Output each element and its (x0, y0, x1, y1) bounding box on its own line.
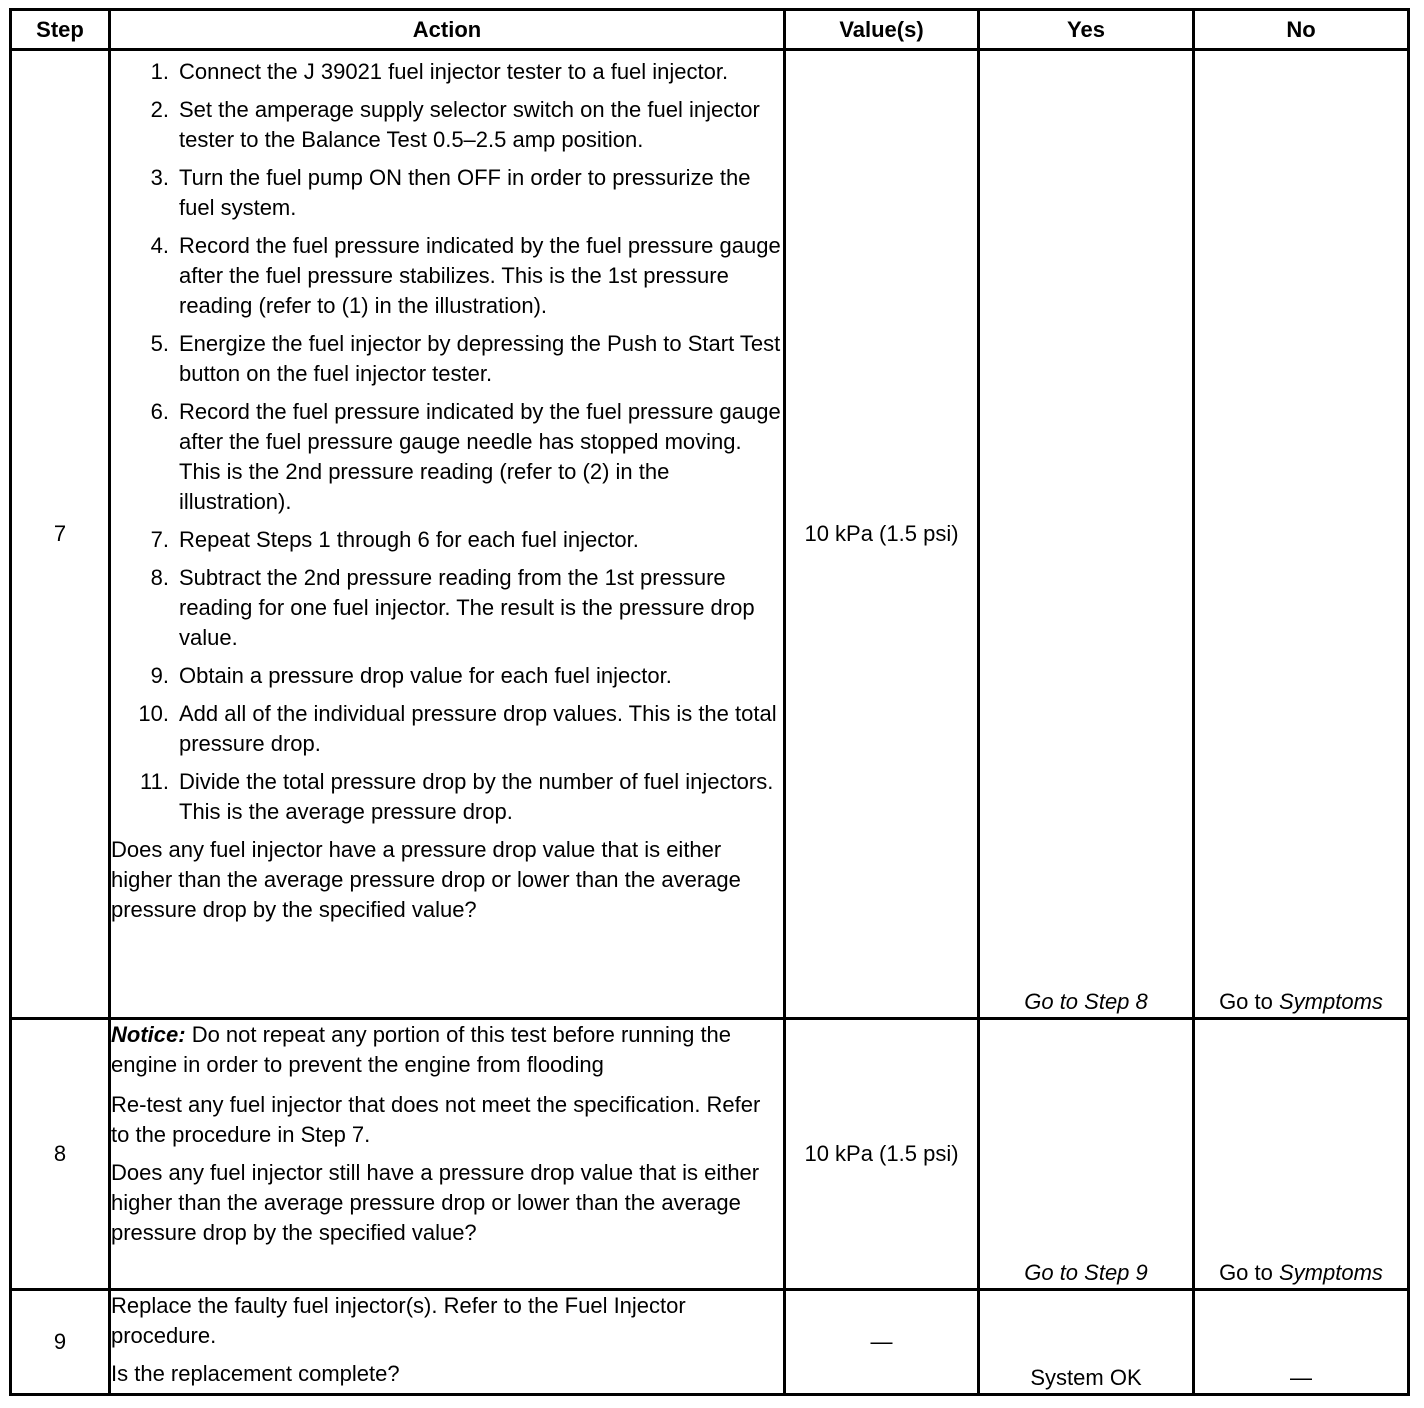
substep-number: 3. (150, 165, 169, 190)
substep-list (111, 57, 783, 827)
no-cell (1194, 50, 1409, 1019)
action-cell (110, 50, 785, 1019)
symptoms-link[interactable]: Symptoms (1279, 1260, 1383, 1285)
goto-link[interactable]: Go to Step 8 (1024, 989, 1148, 1014)
retest-instruction: Re-test any fuel injector that does not meet the specification. Refer to the procedure in Step 7. (111, 1092, 761, 1147)
substep (111, 767, 783, 827)
value-cell: 10 kPa (1.5 psi) (785, 50, 979, 1019)
action-cell (110, 1019, 785, 1290)
goto-prefix: Go to (1219, 1260, 1273, 1285)
yes-cell (979, 1019, 1194, 1290)
step-row-7 (11, 50, 1409, 1019)
substep-number: 9. (150, 663, 169, 688)
goto-prefix: Go to (1219, 989, 1273, 1014)
goto-link[interactable]: Go to Step 9 (1024, 1260, 1148, 1285)
no-cell (1194, 1019, 1409, 1290)
yes-cell (979, 50, 1194, 1019)
diagnostic-procedure-table (9, 8, 1410, 1396)
substep-number: 11. (140, 769, 169, 794)
substep-text: Subtract the 2nd pressure reading from the 1st pressure reading for one fuel injector. The result is the pressure drop value. (179, 565, 755, 650)
value-cell: — (785, 1290, 979, 1395)
substep (111, 397, 783, 517)
substep-number: 8. (150, 565, 169, 590)
header-values: Value(s) (785, 10, 979, 50)
action-cell (110, 1290, 785, 1395)
substep (111, 57, 783, 87)
replace-instruction: Replace the faulty fuel injector(s). Refer to the Fuel Injector procedure. (111, 1293, 686, 1348)
step-number: 8 (11, 1019, 110, 1290)
no-cell: — (1194, 1290, 1409, 1395)
substep-text: Repeat Steps 1 through 6 for each fuel injector. (179, 527, 639, 552)
substep-text: Add all of the individual pressure drop values. This is the total pressure drop. (179, 701, 777, 756)
notice-label: Notice: (111, 1022, 186, 1047)
substep-number: 2. (150, 97, 169, 122)
substep (111, 329, 783, 389)
step-number: 7 (11, 50, 110, 1019)
substep-text: Record the fuel pressure indicated by the fuel pressure gauge after the fuel pressure gauge needle has stopped moving. This is the 2nd pressure reading (refer to (2) in the illustration). (179, 399, 781, 514)
substep-number: 6. (150, 399, 169, 424)
substep (111, 563, 783, 653)
notice-text: Do not repeat any portion of this test before running the engine in order to prevent the engine from flooding (111, 1022, 732, 1077)
step-number: 9 (11, 1290, 110, 1395)
substep-text: Energize the fuel injector by depressing the Push to Start Test button on the fuel injector tester. (179, 331, 781, 386)
yes-cell: System OK (979, 1290, 1194, 1395)
substep-number: 1. (150, 59, 169, 84)
notice (111, 1020, 783, 1080)
step-question: Is the replacement complete? (111, 1361, 400, 1386)
value-cell: 10 kPa (1.5 psi) (785, 1019, 979, 1290)
substep (111, 525, 783, 555)
header-no: No (1194, 10, 1409, 50)
symptoms-link[interactable]: Symptoms (1279, 989, 1383, 1014)
header-step: Step (11, 10, 110, 50)
substep-text: Set the amperage supply selector switch on the fuel injector tester to the Balance Test 0.5–2.5 amp position. (179, 97, 760, 152)
step-row-9 (11, 1290, 1409, 1395)
substep (111, 231, 783, 321)
substep (111, 699, 783, 759)
substep-text: Connect the J 39021 fuel injector tester to a fuel injector. (179, 59, 729, 84)
substep-text: Turn the fuel pump ON then OFF in order to pressurize the fuel system. (179, 165, 751, 220)
substep-number: 5. (150, 331, 169, 356)
step-row-8 (11, 1019, 1409, 1290)
substep-text: Divide the total pressure drop by the number of fuel injectors. This is the average pressure drop. (179, 769, 774, 824)
substep-number: 4. (150, 233, 169, 258)
step-question: Does any fuel injector still have a pressure drop value that is either higher than the average pressure drop or lower than the average pressure drop by the specified value? (111, 1160, 760, 1245)
substep-text: Obtain a pressure drop value for each fuel injector. (179, 663, 672, 688)
substep (111, 661, 783, 691)
header-yes: Yes (979, 10, 1194, 50)
step-question: Does any fuel injector have a pressure drop value that is either higher than the average pressure drop or lower than the average pressure drop by the specified value? (111, 837, 741, 922)
substep-text: Record the fuel pressure indicated by the fuel pressure gauge after the fuel pressure stabilizes. This is the 1st pressure reading (refer to (1) in the illustration). (179, 233, 781, 318)
substep-number: 7. (150, 527, 169, 552)
substep (111, 95, 783, 155)
header-row (11, 10, 1409, 50)
header-action: Action (110, 10, 785, 50)
substep (111, 163, 783, 223)
substep-number: 10. (138, 701, 169, 726)
